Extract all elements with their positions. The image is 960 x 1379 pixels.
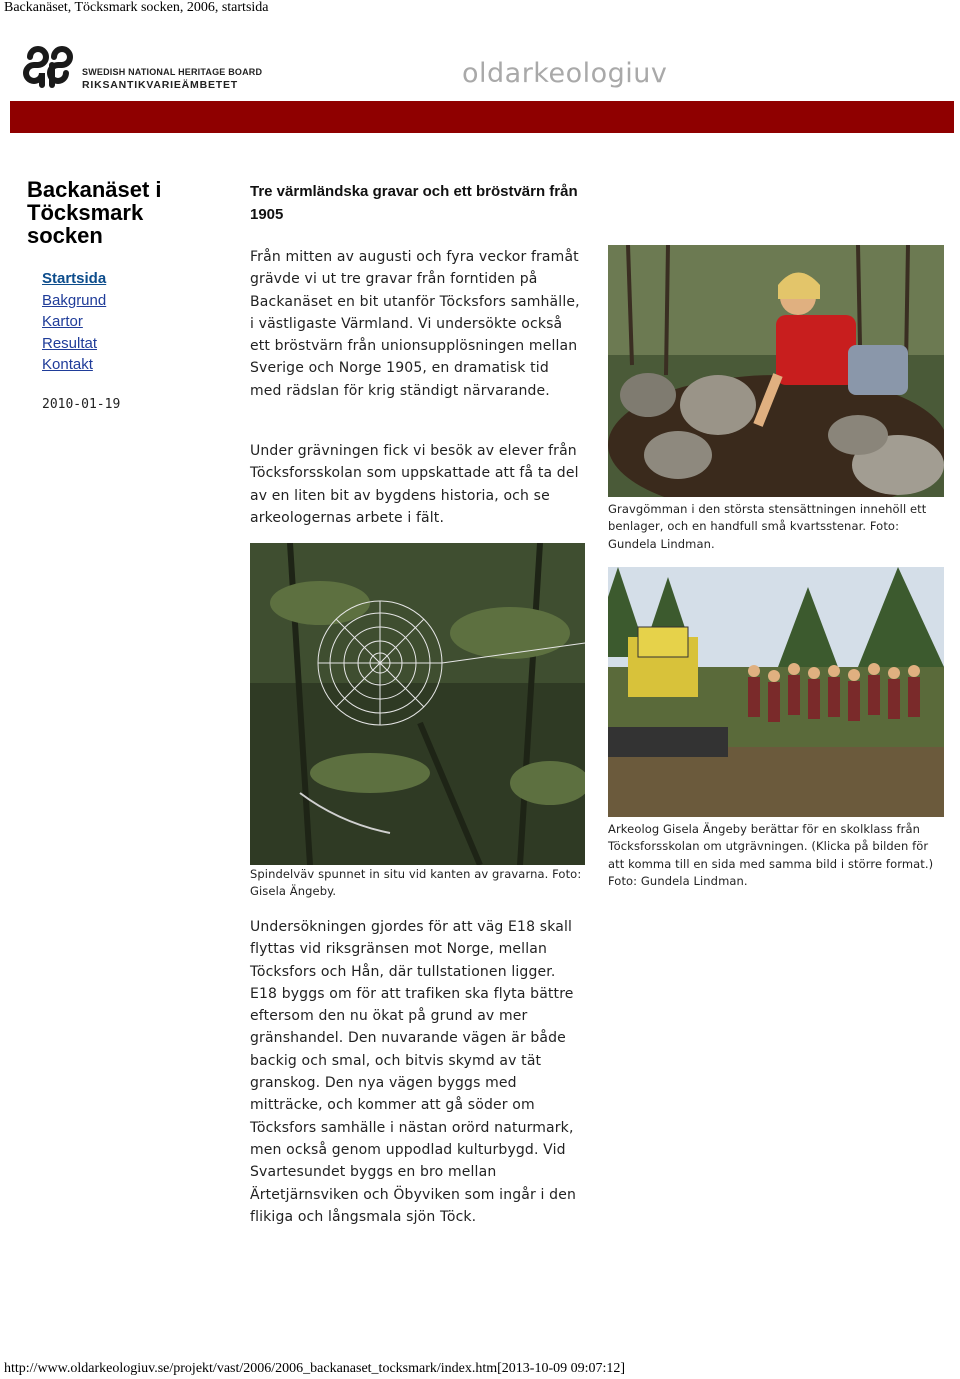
page-date: 2010-01-19 [42,397,121,412]
excavation-image [608,245,944,497]
intro-paragraph: Från mitten av augusti och fyra veckor framåt grävde vi ut tre gravar från forntiden på Backanäset en bit utanför Töcksfors samhälle, i västligaste Värmland. Vi undersökte också ett bröstvärn från unionsupplösningen mellan Sverige och Norge 1905, en dramatisk tid med rädslan för krig ständigt närvarande. [250,249,580,399]
excavation-photo[interactable] [608,245,944,497]
nav-link-bakgrund[interactable]: Bakgrund [42,291,107,309]
excavation-caption: Gravgömman i den största stensättningen innehöll ett benlager, och en handfull små kvartsstenar. Foto: Gundela Lindman. [608,502,927,551]
sidebar-nav [42,268,106,376]
site-name[interactable]: oldarkeologiuv [462,58,668,89]
logo-text-swedish: RIKSANTIKVARIEÄMBETET [82,79,239,91]
class-visit-caption: Arkeolog Gisela Ängeby berättar för en skolklass från Töcksforsskolan om utgrävningen. (Klicka på bilden för att komma till en sida med samma bild i större format.) Foto: Gundela Lindman. [608,822,934,888]
nav-link-startsida[interactable]: Startsida [42,270,107,287]
page-title: Backanäset i Töcksmark socken [27,177,162,248]
class-visit-image [608,567,944,817]
class-visit-photo[interactable] [608,567,944,817]
nav-link-resultat[interactable]: Resultat [42,334,98,352]
browser-title: Backanäset, Töcksmark socken, 2006, startsida [4,0,269,15]
nav-link-kontakt[interactable]: Kontakt [42,356,93,373]
logo-text-english: SWEDISH NATIONAL HERITAGE BOARD [82,67,263,77]
page-url-footer: http://www.oldarkeologiuv.se/projekt/vast/2006/2006_backanaset_tocksmark/index.htm[2013-10-09 09:07:12] [4,1361,626,1376]
nav-link-kartor[interactable]: Kartor [42,313,83,330]
e18-paragraph: Undersökningen gjordes för att väg E18 skall flyttas vid riksgränsen mot Norge, mellan Töcksfors och Hån, där tullstationen ligger. E18 byggs om för att trafiken ska flyta bättre eftersom den nu ökat på grund av mer gränshandel. Den nuvarande vägen är både backig och smal, och bitvis skymd av tät granskog. Den nya vägen byggs med mitträcke, och kommer att gå söder om Töcksfors samhälle i nästan orörd naturmark, men också genom uppodlad kulturbygd. Vid Svartesundet byggs en bro mellan Ärtetjärnsviken och Öbyviken som ingår i den flikiga och långsmala sjön Töck. [250,919,576,1225]
school-visit-paragraph: Under grävningen fick vi besök av elever från Töcksforsskolan som uppskattade att få ta del av en liten bit av bygdens historia, och se arkeologernas arbete i fält. [250,443,579,526]
spiderweb-photo[interactable] [250,543,585,865]
heritage-board-logo[interactable] [22,43,263,95]
raa-logo-icon [22,43,78,93]
article-heading: Tre värmländska gravar och ett bröstvärn från 1905 [250,183,578,223]
spiderweb-caption: Spindelväv spunnet in situ vid kanten av gravarna. Foto: Gisela Ängeby. [250,867,582,899]
spiderweb-image [250,543,585,865]
